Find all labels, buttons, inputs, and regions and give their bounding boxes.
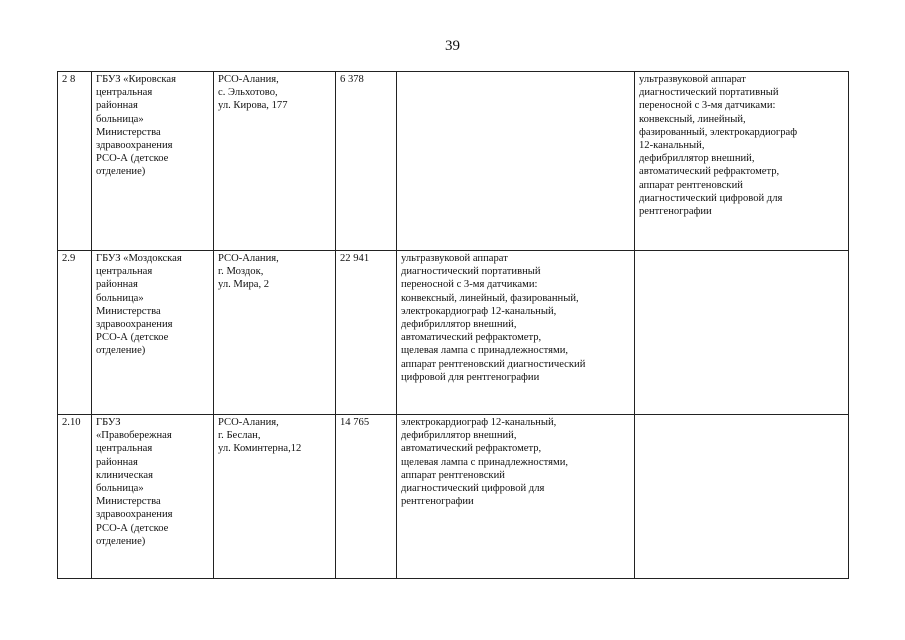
table-row — [58, 415, 849, 579]
area-value-cell: 6 378 — [336, 72, 397, 251]
row-number-cell: 2.10 — [58, 415, 92, 579]
equipment-cell-1: электрокардиограф 12-канальный, дефибриллятор внешний, автоматический рефрактометр, щелевая лампа с принадлежностями, аппарат рентгеновский диагностический цифровой для рентгенографии — [397, 415, 635, 579]
area-value-cell: 22 941 — [336, 251, 397, 415]
address-cell: РСО-Алания, г. Моздок, ул. Мира, 2 — [214, 251, 336, 415]
institution-name-cell: ГБУЗ «Правобережная центральная районная клиническая больница» Министерства здравоохранения РСО-А (детское отделение) — [92, 415, 214, 579]
equipment-cell-2 — [635, 251, 849, 415]
equipment-cell-1 — [397, 72, 635, 251]
equipment-table — [57, 71, 849, 579]
institution-name-cell: ГБУЗ «Кировская центральная районная больница» Министерства здравоохранения РСО-А (детское отделение) — [92, 72, 214, 251]
institution-name-cell: ГБУЗ «Моздокская центральная районная больница» Министерства здравоохранения РСО-А (детское отделение) — [92, 251, 214, 415]
equipment-cell-2 — [635, 415, 849, 579]
area-value-cell: 14 765 — [336, 415, 397, 579]
page-number: 39 — [445, 38, 460, 54]
address-cell: РСО-Алания, г. Беслан, ул. Коминтерна,12 — [214, 415, 336, 579]
equipment-cell-2: ультразвуковой аппарат диагностический портативный переносной с 3-мя датчиками: конвексный, линейный, фазированный, электрокардиограф 12-канальный, дефибриллятор внешний, автоматический рефрактометр, аппарат рентгеновский диагностический цифровой для рентгенографии — [635, 72, 849, 251]
table-row — [58, 72, 849, 251]
equipment-cell-1: ультразвуковой аппарат диагностический портативный переносной с 3-мя датчиками: конвексный, линейный, фазированный, электрокардиограф 12-канальный, дефибриллятор внешний, автоматический рефрактометр, щелевая лампа с принадлежностями, аппарат рентгеновский диагностический цифровой для рентгенографии — [397, 251, 635, 415]
row-number-cell: 2 8 — [58, 72, 92, 251]
address-cell: РСО-Алания, с. Эльхотово, ул. Кирова, 177 — [214, 72, 336, 251]
row-number-cell: 2.9 — [58, 251, 92, 415]
table-row — [58, 251, 849, 415]
